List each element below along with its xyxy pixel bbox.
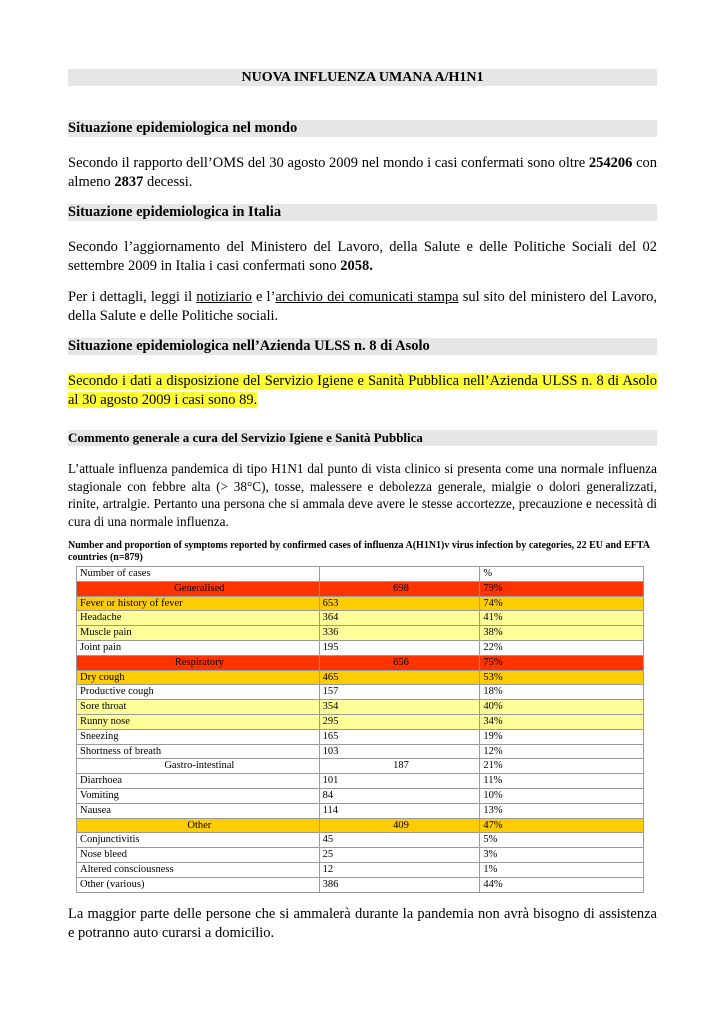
- paragraph-comment: L’attuale influenza pandemica di tipo H1N1 dal punto di vista clinico si presenta come una normale influenza stagionale con febbre alta (> 38°C), tosse, malessere e debolezza generale, mialgie o dolori generalizzati, rinite, artralgie. Pertanto una persona che si ammala deve avere le stesse accortezze, precauzione e necessità di cura di una normale influenza.: [68, 461, 657, 529]
- symptom-pct: 53%: [480, 670, 644, 685]
- symptom-pct: 79%: [480, 581, 644, 596]
- symptom-pct: 11%: [480, 774, 644, 789]
- document-title: NUOVA INFLUENZA UMANA A/H1N1: [68, 69, 657, 86]
- symptom-count: 336: [319, 626, 480, 641]
- italy-cases-value: 2058.: [340, 258, 373, 274]
- symptom-pct: 19%: [480, 729, 644, 744]
- header-label: Number of cases: [77, 567, 320, 582]
- symptom-label: Headache: [77, 611, 320, 626]
- symptom-count: 12: [319, 862, 480, 877]
- symptom-label: Joint pain: [77, 640, 320, 655]
- symptom-label: Vomiting: [77, 788, 320, 803]
- symptom-label: Other (various): [77, 877, 320, 892]
- italy-text: Secondo l’aggiornamento del Ministero del Lavoro, della Salute e delle Politiche Sociali del 02 settembre 2009 in Italia i casi confermati sono: [68, 239, 657, 274]
- symptom-pct: 1%: [480, 862, 644, 877]
- link-archivio-comunicati[interactable]: archivio dei comunicati stampa: [275, 289, 459, 305]
- symptom-count: 195: [319, 640, 480, 655]
- symptom-label: Generalised: [77, 581, 320, 596]
- details-text-2: e l’: [251, 289, 276, 305]
- symptom-count: 295: [319, 714, 480, 729]
- symptom-label: Nausea: [77, 803, 320, 818]
- symptom-label: Gastro-intestinal: [77, 759, 320, 774]
- symptom-count: 187: [319, 759, 480, 774]
- symptom-count: 386: [319, 877, 480, 892]
- symptom-label: Respiratory: [77, 655, 320, 670]
- heading-comment: Commento generale a cura del Servizio Igiene e Sanità Pubblica: [68, 430, 657, 446]
- symptom-count: 656: [319, 655, 480, 670]
- symptom-pct: 74%: [480, 596, 644, 611]
- paragraph-world: [68, 154, 657, 192]
- symptom-pct: 5%: [480, 833, 644, 848]
- symptom-pct: 13%: [480, 803, 644, 818]
- link-notiziario[interactable]: notiziario: [196, 289, 252, 305]
- heading-world: Situazione epidemiologica nel mondo: [68, 120, 657, 137]
- symptoms-table: [76, 566, 644, 893]
- symptom-pct: 18%: [480, 685, 644, 700]
- heading-italy: Situazione epidemiologica in Italia: [68, 204, 657, 221]
- symptom-pct: 3%: [480, 848, 644, 863]
- symptom-label: Dry cough: [77, 670, 320, 685]
- table-row: [77, 611, 644, 626]
- table-row: [77, 685, 644, 700]
- symptom-count: 698: [319, 581, 480, 596]
- symptom-count: 354: [319, 700, 480, 715]
- symptom-count: 114: [319, 803, 480, 818]
- table-row: [77, 626, 644, 641]
- table-row: [77, 774, 644, 789]
- symptom-label: Nose bleed: [77, 848, 320, 863]
- table-row: [77, 655, 644, 670]
- paragraph-details: [68, 288, 657, 326]
- table-row: [77, 877, 644, 892]
- table-row: [77, 581, 644, 596]
- table-row: [77, 788, 644, 803]
- symptom-pct: 41%: [480, 611, 644, 626]
- symptom-label: Fever or history of fever: [77, 596, 320, 611]
- symptom-pct: 38%: [480, 626, 644, 641]
- symptom-count: 653: [319, 596, 480, 611]
- symptom-pct: 47%: [480, 818, 644, 833]
- symptom-count: 165: [319, 729, 480, 744]
- symptom-label: Sore throat: [77, 700, 320, 715]
- table-row: [77, 670, 644, 685]
- table-row: [77, 744, 644, 759]
- table-row: [77, 833, 644, 848]
- header-pct: %: [480, 567, 644, 582]
- symptom-count: 103: [319, 744, 480, 759]
- paragraph-italy: [68, 238, 657, 276]
- table-row: [77, 862, 644, 877]
- symptom-pct: 40%: [480, 700, 644, 715]
- symptom-label: Altered consciousness: [77, 862, 320, 877]
- table-row: [77, 596, 644, 611]
- symptom-label: Conjunctivitis: [77, 833, 320, 848]
- table-row: [77, 759, 644, 774]
- symptom-count: 409: [319, 818, 480, 833]
- details-text-1: Per i dettagli, leggi il: [68, 289, 197, 305]
- table-row: [77, 803, 644, 818]
- symptom-label: Sneezing: [77, 729, 320, 744]
- symptom-pct: 12%: [480, 744, 644, 759]
- symptom-pct: 22%: [480, 640, 644, 655]
- table-row: [77, 818, 644, 833]
- world-cases-value: 254206: [588, 155, 633, 171]
- symptom-label: Runny nose: [77, 714, 320, 729]
- paragraph-closing: La maggior parte delle persone che si ammalerà durante la pandemia non avrà bisogno di assistenza e potranno auto curarsi a domicilio.: [68, 906, 657, 941]
- table-row: [77, 700, 644, 715]
- symptom-pct: 75%: [480, 655, 644, 670]
- symptom-pct: 34%: [480, 714, 644, 729]
- symptom-label: Muscle pain: [77, 626, 320, 641]
- world-text-end: decessi.: [143, 174, 193, 190]
- paragraph-asolo: [68, 372, 657, 410]
- symptom-count: 364: [319, 611, 480, 626]
- table-row: [77, 848, 644, 863]
- table-header-row: [77, 567, 644, 582]
- symptom-label: Shortness of breath: [77, 744, 320, 759]
- symptom-count: 84: [319, 788, 480, 803]
- symptom-count: 25: [319, 848, 480, 863]
- asolo-highlighted-text: Secondo i dati a disposizione del Servizio Igiene e Sanità Pubblica nell’Azienda ULSS n. 8 di Asolo al 30 agosto 2009 i casi sono 89.: [68, 373, 657, 408]
- symptom-count: 45: [319, 833, 480, 848]
- symptom-label: Other: [77, 818, 320, 833]
- table-row: [77, 714, 644, 729]
- symptom-pct: 10%: [480, 788, 644, 803]
- symptom-label: Diarrhoea: [77, 774, 320, 789]
- symptom-count: 157: [319, 685, 480, 700]
- symptom-label: Productive cough: [77, 685, 320, 700]
- table-row: [77, 729, 644, 744]
- symptom-pct: 21%: [480, 759, 644, 774]
- symptom-pct: 44%: [480, 877, 644, 892]
- world-text: Secondo il rapporto dell’OMS del 30 agosto 2009 nel mondo i casi confermati sono oltre: [68, 155, 589, 171]
- symptom-count: 465: [319, 670, 480, 685]
- heading-asolo: Situazione epidemiologica nell’Azienda ULSS n. 8 di Asolo: [68, 338, 657, 355]
- world-deaths-value: 2837: [114, 174, 144, 190]
- header-count: [319, 567, 480, 582]
- world-text-middle: con almeno: [68, 155, 658, 190]
- details-text-3: sul sito del ministero del Lavoro, della Salute e delle Politiche sociali.: [68, 289, 658, 324]
- symptom-count: 101: [319, 774, 480, 789]
- table-caption: Number and proportion of symptoms reported by confirmed cases of influenza A(H1N1)v virus infection by categories, 22 EU and EFTA countries (n=879): [68, 540, 650, 563]
- table-row: [77, 640, 644, 655]
